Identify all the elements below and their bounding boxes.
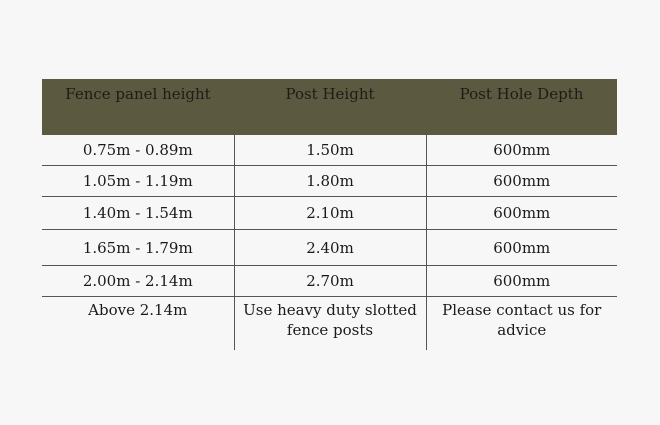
table-row <box>42 166 617 197</box>
hole-depth-cell: 600mm <box>426 230 617 266</box>
header-fence-panel-height: Fence panel height <box>42 79 234 135</box>
post-height-cell: 1.80m <box>234 166 426 197</box>
post-height-cell: 1.50m <box>234 135 426 166</box>
header-row <box>42 79 617 135</box>
table-header <box>42 79 617 135</box>
table-row <box>42 197 617 230</box>
post-height-cell: Use heavy duty slotted fence posts <box>234 297 426 351</box>
table-row <box>42 266 617 297</box>
panel-height-cell: 0.75m - 0.89m <box>42 135 234 166</box>
post-height-cell: 2.10m <box>234 197 426 230</box>
panel-height-cell: 1.05m - 1.19m <box>42 166 234 197</box>
table-row <box>42 297 617 351</box>
panel-height-cell: 2.00m - 2.14m <box>42 266 234 297</box>
panel-height-cell: 1.40m - 1.54m <box>42 197 234 230</box>
panel-height-cell: Above 2.14m <box>88 301 188 319</box>
post-height-cell: 2.40m <box>234 230 426 266</box>
table-row <box>42 230 617 266</box>
header-post-height: Post Height <box>234 79 426 135</box>
fence-post-table <box>42 79 617 350</box>
table-row <box>42 135 617 166</box>
hole-depth-cell: Please contact us for advice <box>426 297 617 351</box>
header-post-hole-depth: Post Hole Depth <box>426 79 617 135</box>
hole-depth-cell: 600mm <box>426 197 617 230</box>
post-height-cell: 2.70m <box>234 266 426 297</box>
hole-depth-cell: 600mm <box>426 266 617 297</box>
hole-depth-cell: 600mm <box>426 166 617 197</box>
panel-height-cell: 1.65m - 1.79m <box>42 230 234 266</box>
table-body <box>42 135 617 350</box>
hole-depth-cell: 600mm <box>426 135 617 166</box>
